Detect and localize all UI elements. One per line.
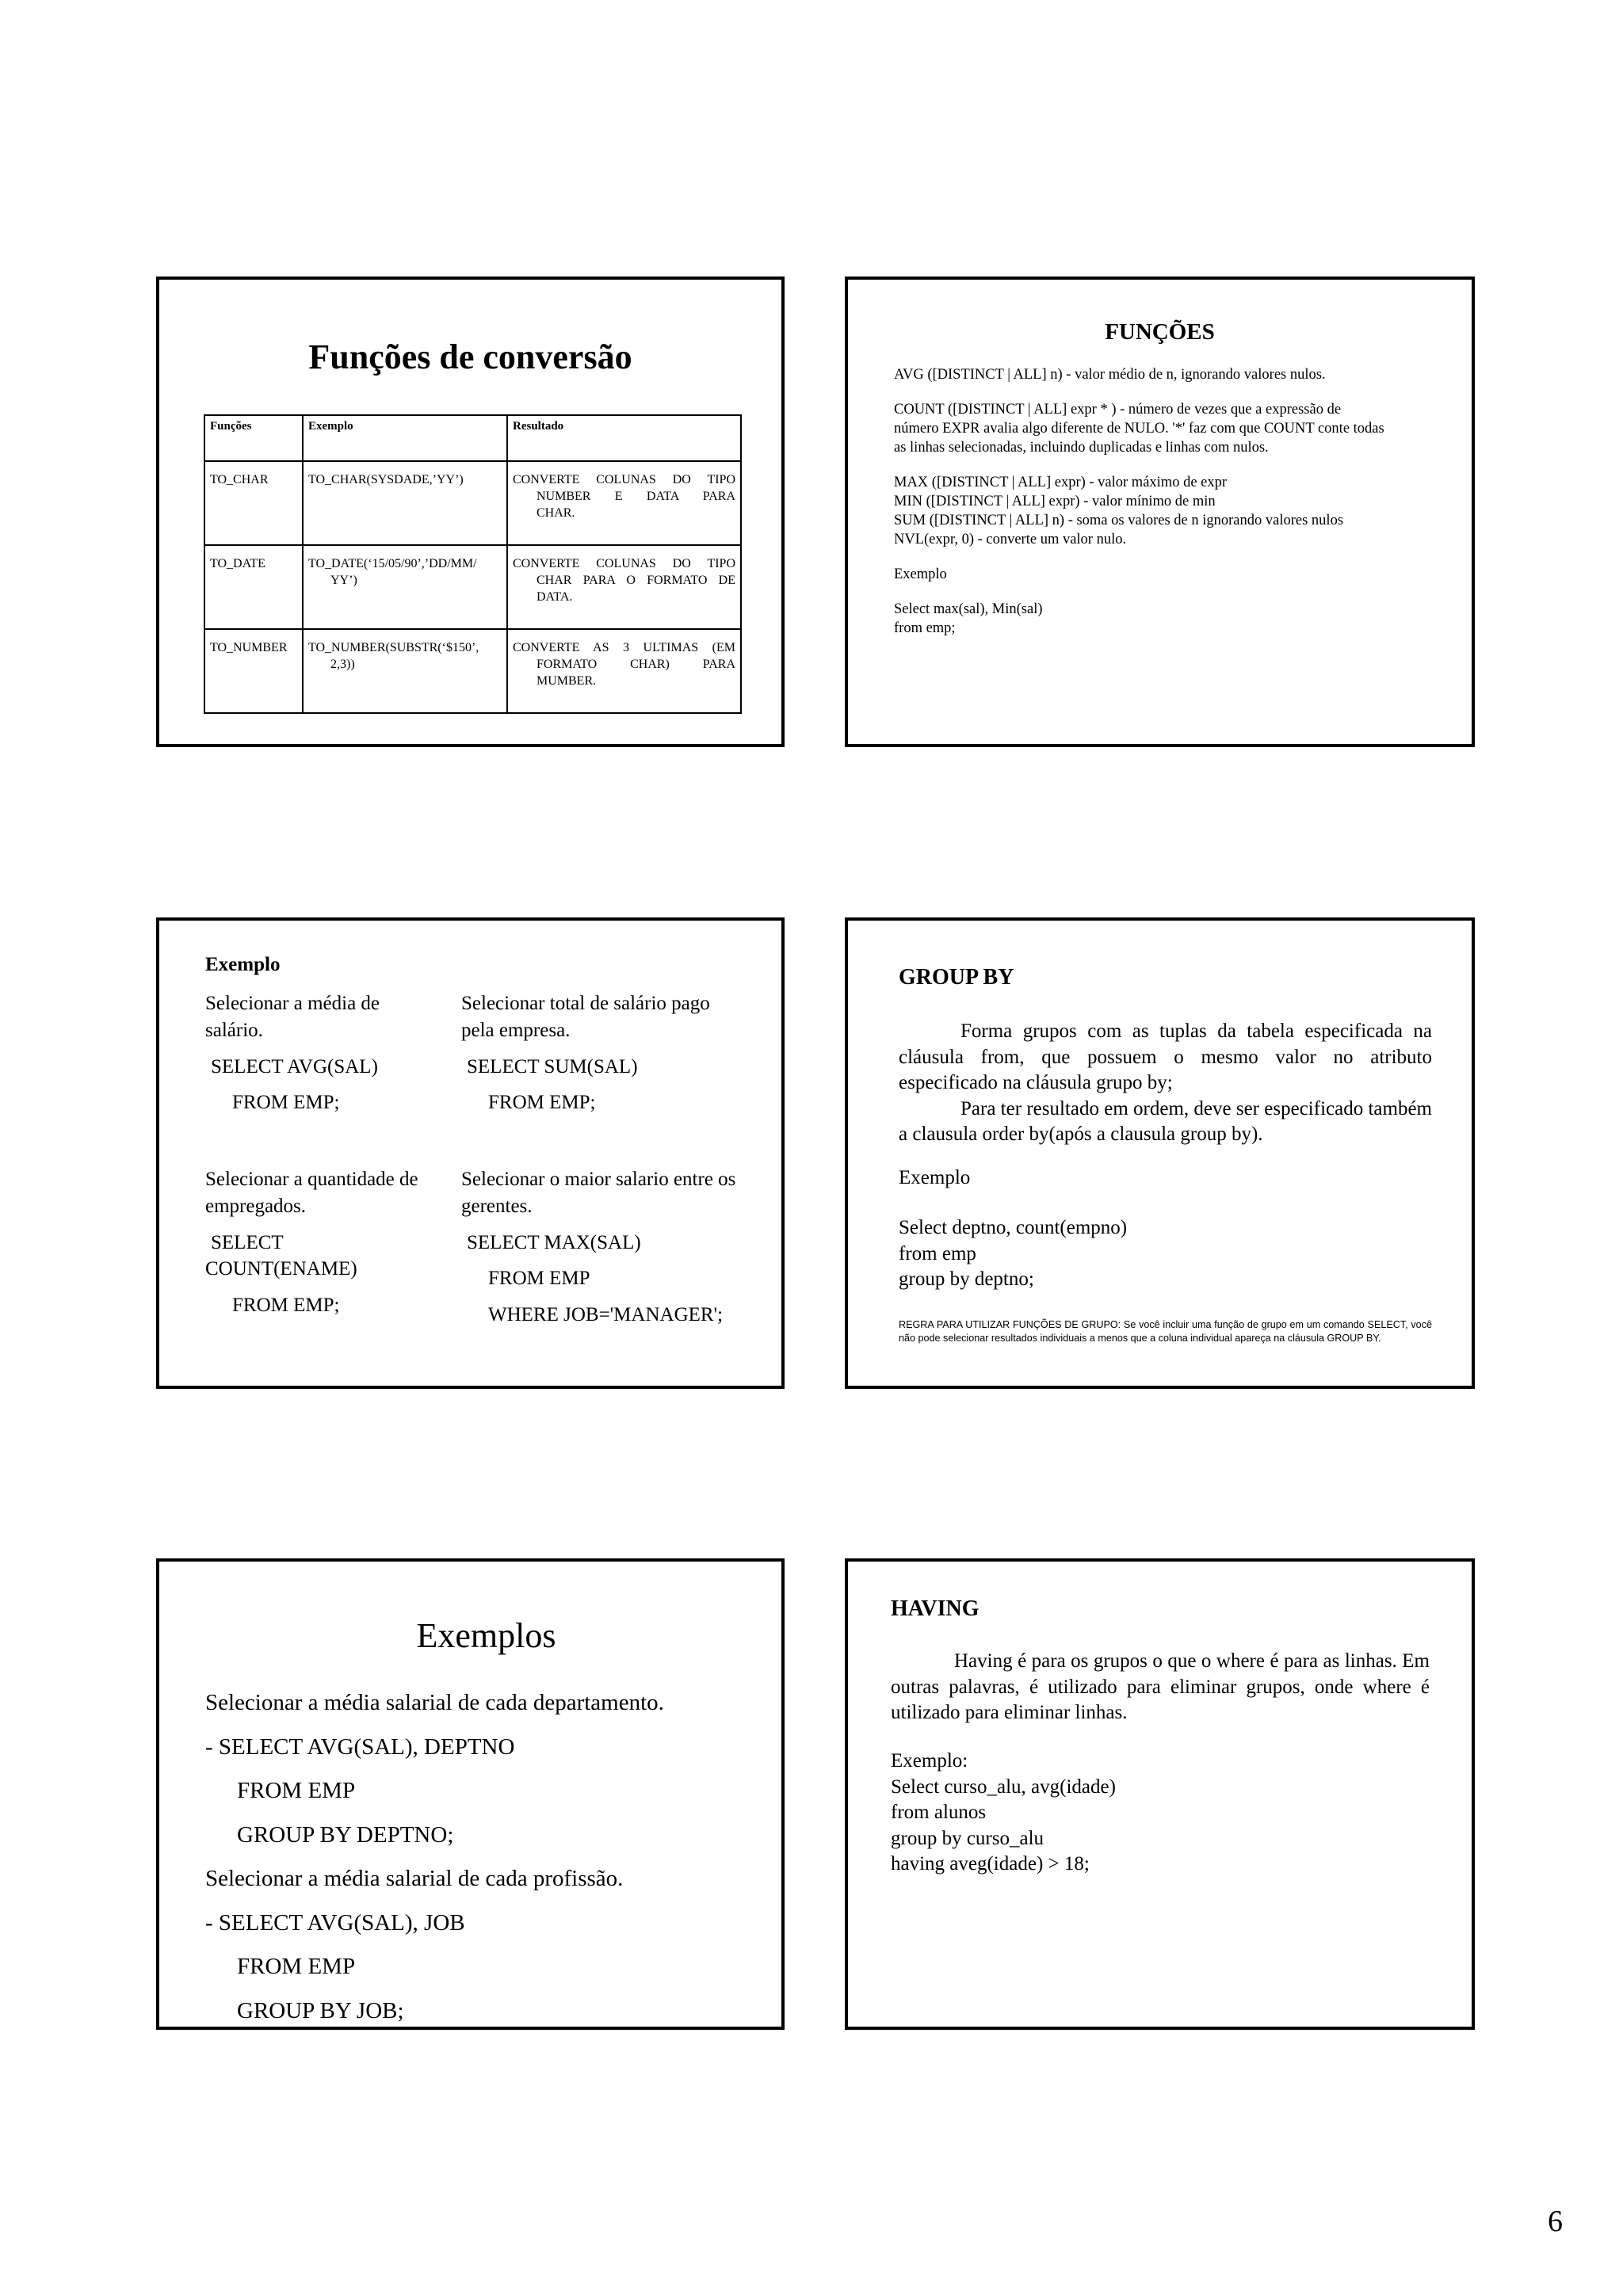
exemplo-line: 2,3)) bbox=[330, 658, 355, 672]
code-line: having aveg(idade) > 18; bbox=[891, 1853, 1090, 1875]
column-header: Resultado bbox=[507, 415, 741, 461]
paragraph-text: Forma grupos com as tuplas da tabela especificada na cláusula from, que possuem o mesmo valor no atributo especificado na cláusula grupo by; bbox=[899, 1020, 1432, 1093]
table-cell-exemplo bbox=[303, 629, 507, 713]
resultado-line: FORMATO CHAR) PARA bbox=[537, 658, 735, 672]
code-line: Select deptno, count(empno) bbox=[899, 1217, 1128, 1238]
example-label: Exemplo bbox=[899, 1167, 971, 1188]
slide-title: Funções de conversão bbox=[308, 338, 632, 376]
text-line: salário. bbox=[205, 1019, 263, 1041]
paragraph-text: Para ter resultado em ordem, deve ser especificado também a clausula order by(após a clausula group by). bbox=[899, 1097, 1432, 1145]
code-line: GROUP BY JOB; bbox=[237, 1997, 404, 2023]
example-code bbox=[891, 1749, 1116, 1878]
slide-funcoes-de-conversao bbox=[156, 277, 785, 747]
page-number: 6 bbox=[1548, 2205, 1563, 2238]
slide-exemplos bbox=[156, 1558, 785, 2030]
code-line: FROM EMP; bbox=[232, 1295, 340, 1316]
table-row bbox=[204, 629, 741, 713]
column-header: Exemplo bbox=[303, 415, 507, 461]
slide-title: FUNÇÕES bbox=[1105, 319, 1215, 345]
having-description bbox=[891, 1649, 1430, 1726]
slide-group-by bbox=[845, 917, 1475, 1389]
code-line: FROM EMP; bbox=[488, 1092, 596, 1114]
paragraph-text: Having é para os grupos o que o where é para as linhas. Em outras palavras, é utilizado para eliminar grupos, onde where é utilizado para eliminar linhas. bbox=[891, 1650, 1430, 1723]
table-cell-exemplo bbox=[303, 545, 507, 629]
text-line: Selecionar a média salarial de cada profissão. bbox=[205, 1866, 624, 1891]
slide-funcoes bbox=[845, 277, 1475, 747]
code-line: Select curso_alu, avg(idade) bbox=[891, 1775, 1116, 1798]
table-cell-funcao: TO_CHAR bbox=[204, 461, 303, 545]
table-row bbox=[204, 545, 741, 629]
text-line: as linhas selecionadas, incluindo duplicadas e linhas com nulos. bbox=[894, 440, 1269, 456]
text-line: MAX ([DISTINCT | ALL] expr) - valor máximo de expr bbox=[894, 475, 1228, 491]
group-by-description bbox=[899, 1019, 1432, 1148]
text-line: pela empresa. bbox=[461, 1019, 571, 1041]
paragraph bbox=[899, 1097, 1432, 1148]
resultado-line: MUMBER. bbox=[537, 674, 597, 688]
resultado-line: NUMBER E DATA PARA bbox=[537, 490, 735, 504]
table-cell-resultado bbox=[507, 629, 741, 713]
conversion-functions-table bbox=[204, 414, 742, 714]
text-line: Exemplo bbox=[894, 566, 947, 583]
code-line: SELECT bbox=[211, 1231, 284, 1253]
text-line: Selecionar a média de bbox=[205, 993, 380, 1014]
resultado-line: CONVERTE COLUNAS DO TIPO bbox=[513, 473, 735, 486]
code-line: Select max(sal), Min(sal) bbox=[894, 601, 1043, 618]
code-line: SELECT MAX(SAL) bbox=[467, 1231, 641, 1253]
text-line: número EXPR avalia algo diferente de NULO. '*' faz com que COUNT conte todas bbox=[894, 421, 1384, 437]
code-line: group by deptno; bbox=[899, 1268, 1034, 1290]
slide-having bbox=[845, 1558, 1475, 2030]
exemplo-line: TO_NUMBER(SUBSTR(‘$150’, bbox=[308, 641, 479, 654]
slide-heading: HAVING bbox=[891, 1596, 980, 1621]
table-cell-funcao: TO_NUMBER bbox=[204, 629, 303, 713]
code-line: SELECT SUM(SAL) bbox=[467, 1055, 638, 1077]
functions-list bbox=[894, 365, 1449, 639]
example-sum bbox=[461, 990, 710, 1116]
slide-exemplo bbox=[156, 917, 785, 1389]
code-line: from emp bbox=[899, 1242, 976, 1264]
text-line: gerentes. bbox=[461, 1195, 533, 1217]
text-line: Selecionar a quantidade de bbox=[205, 1169, 418, 1190]
text-line: Selecionar total de salário pago bbox=[461, 993, 710, 1014]
slide-heading: Exemplo bbox=[205, 954, 281, 975]
table-cell-exemplo bbox=[303, 461, 507, 545]
example-max bbox=[461, 1166, 735, 1329]
code-line: - SELECT AVG(SAL), DEPTNO bbox=[205, 1733, 515, 1760]
resultado-line: DATA. bbox=[537, 590, 573, 605]
table-header-row bbox=[204, 415, 741, 461]
examples-list bbox=[205, 1690, 664, 2042]
text-line: Selecionar o maior salario entre os bbox=[461, 1169, 736, 1190]
table-cell-resultado bbox=[507, 545, 741, 629]
code-line: WHERE JOB='MANAGER'; bbox=[488, 1304, 724, 1325]
text-line: Selecionar a média salarial de cada departamento. bbox=[205, 1690, 664, 1715]
code-line: - SELECT AVG(SAL), JOB bbox=[205, 1909, 465, 1936]
code-line: Exemplo: bbox=[891, 1750, 968, 1772]
exemplo-line: TO_CHAR(SYSDADE,’YY’) bbox=[308, 473, 464, 486]
table-row bbox=[204, 461, 741, 545]
slide-title: Exemplos bbox=[416, 1616, 556, 1655]
exemplo-line: TO_DATE(‘15/05/90’,’DD/MM/ bbox=[308, 557, 477, 570]
code-line: FROM EMP bbox=[237, 1778, 356, 1803]
code-line: group by curso_alu bbox=[891, 1827, 1044, 1849]
code-line: COUNT(ENAME) bbox=[205, 1258, 357, 1280]
code-line: FROM EMP bbox=[237, 1954, 356, 1979]
code-line: GROUP BY DEPTNO; bbox=[237, 1821, 454, 1848]
example-code bbox=[899, 1215, 1127, 1293]
column-header: Funções bbox=[204, 415, 303, 461]
resultado-line: CONVERTE AS 3 ULTIMAS (EM bbox=[513, 641, 735, 654]
code-line: from alunos bbox=[891, 1802, 987, 1823]
code-line: from emp; bbox=[894, 620, 956, 637]
text-line: empregados. bbox=[205, 1195, 307, 1217]
text-line: NVL(expr, 0) - converte um valor nulo. bbox=[894, 532, 1127, 548]
exemplo-line: YY’) bbox=[330, 574, 357, 588]
resultado-line: CONVERTE COLUNAS DO TIPO bbox=[513, 557, 735, 570]
slide-heading: GROUP BY bbox=[899, 965, 1014, 990]
code-line: SELECT AVG(SAL) bbox=[211, 1055, 378, 1077]
table-cell-resultado bbox=[507, 461, 741, 545]
code-line: FROM EMP bbox=[488, 1268, 590, 1290]
text-line: SUM ([DISTINCT | ALL] n) - soma os valores de n ignorando valores nulos bbox=[894, 513, 1344, 529]
resultado-line: CHAR. bbox=[537, 506, 575, 521]
text-line: COUNT ([DISTINCT | ALL] expr * ) - número de vezes que a expressão de bbox=[894, 402, 1342, 418]
text-line: AVG ([DISTINCT | ALL] n) - valor médio de n, ignorando valores nulos. bbox=[894, 367, 1326, 383]
code-line: FROM EMP; bbox=[232, 1092, 340, 1114]
text-line: MIN ([DISTINCT | ALL] expr) - valor mínimo de min bbox=[894, 494, 1216, 510]
example-count bbox=[205, 1166, 418, 1319]
example-avg bbox=[205, 990, 380, 1116]
rule-note: REGRA PARA UTILIZAR FUNÇÕES DE GRUPO: Se você incluir uma função de grupo em um comando SELECT, você não pode selecionar resultados individuais a menos que a coluna individual apareça na cláusula GROUP BY. bbox=[899, 1319, 1432, 1344]
table-cell-funcao: TO_DATE bbox=[204, 545, 303, 629]
paragraph bbox=[899, 1019, 1432, 1097]
resultado-line: CHAR PARA O FORMATO DE bbox=[537, 574, 735, 588]
